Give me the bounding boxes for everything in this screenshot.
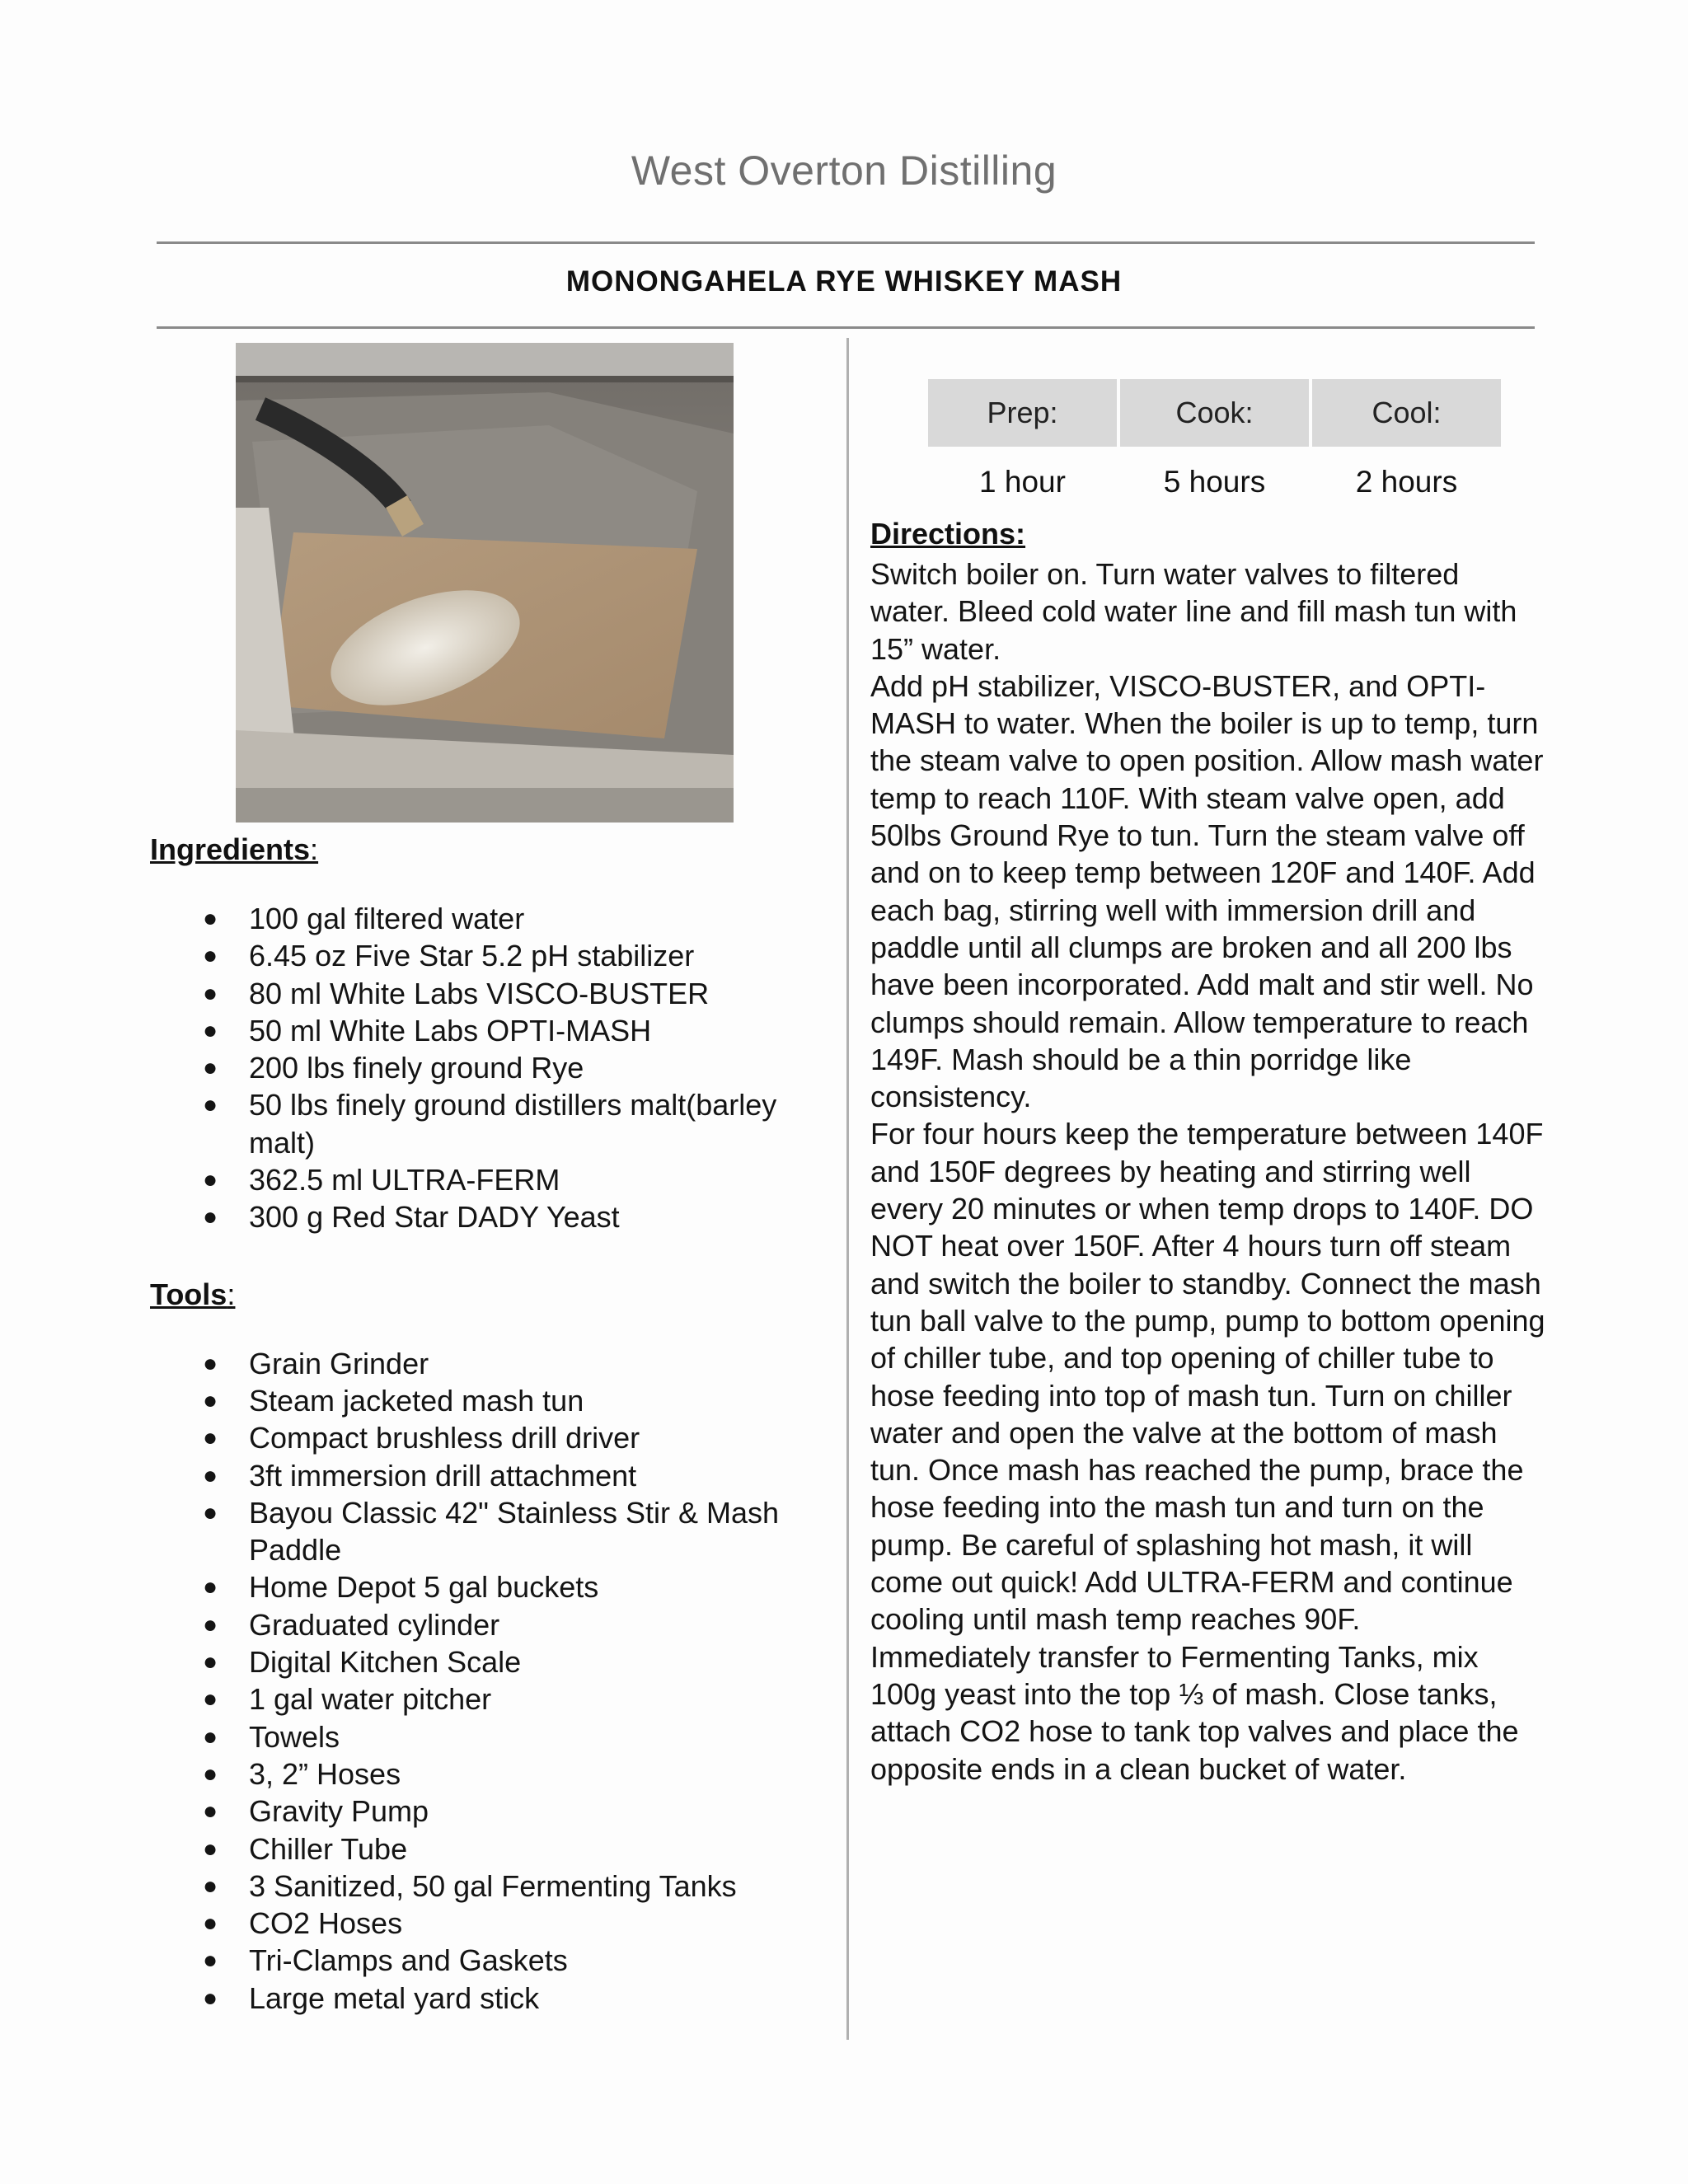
cook-value: 5 hours [1163, 465, 1266, 499]
tools-list-item [150, 1568, 834, 1605]
tools-item-text: Gravity Pump [249, 1794, 429, 1829]
bullet-icon: ● [203, 905, 218, 932]
bullet-icon: ● [203, 1203, 218, 1231]
bullet-icon: ● [203, 1835, 218, 1863]
bullet-icon: ● [203, 1947, 218, 1975]
tools-item-text: Compact brushless drill driver [249, 1421, 640, 1455]
tools-list-item [150, 1494, 834, 1569]
tools-item-text: Towels [249, 1719, 340, 1754]
ingredients-list-item [150, 1198, 834, 1235]
tools-item-text: 1 gal water pitcher [249, 1682, 492, 1717]
tools-list-item [150, 1606, 834, 1643]
ingredients-list-item [150, 900, 834, 937]
tools-item-text: Graduated cylinder [249, 1607, 500, 1642]
tools-list-item [150, 1980, 834, 2017]
tools-item-text: CO2 Hoses [249, 1906, 403, 1941]
ingredients-item-text: 80 ml White Labs VISCO-BUSTER [249, 976, 710, 1010]
ingredients-list [150, 900, 834, 1236]
tools-list-item [150, 1382, 834, 1419]
tools-list-item [150, 1643, 834, 1680]
ingredients-list-item [150, 937, 834, 974]
bullet-icon: ● [203, 979, 218, 1007]
tools-item-text: Digital Kitchen Scale [249, 1645, 522, 1680]
tools-list-item [150, 1457, 834, 1494]
directions-paragraph: Immediately transfer to Fermenting Tanks, mix 100g yeast into the top ⅓ of mash. Close tanks, attach CO2 hose to tank top valves and place the opposite ends in a clean bucket of water. [870, 1639, 1519, 1786]
ingredients-list-item [150, 1161, 834, 1198]
bullet-icon: ● [203, 942, 218, 970]
bullet-icon: ● [203, 1091, 218, 1119]
tools-list-item [150, 1345, 834, 1382]
bullet-icon: ● [203, 1349, 218, 1377]
tools-list-item [150, 1680, 834, 1718]
mash-tun-photo [236, 343, 734, 823]
bullet-icon: ● [203, 1498, 218, 1526]
bullet-icon: ● [203, 1760, 218, 1788]
tools-item-text: Large metal yard stick [249, 1980, 540, 2015]
right-column [870, 513, 1546, 1788]
tools-list-item [150, 1718, 834, 1755]
ingredients-item-text: 362.5 ml ULTRA-FERM [249, 1163, 560, 1197]
cook-header: Cook: [1120, 379, 1309, 447]
time-table [925, 379, 1504, 518]
bullet-icon: ● [203, 1461, 218, 1489]
directions-body [870, 555, 1546, 1788]
prep-header: Prep: [928, 379, 1117, 447]
tools-item-text: Home Depot 5 gal buckets [249, 1570, 599, 1605]
tools-item-text: Tri-Clamps and Gaskets [249, 1943, 568, 1978]
ingredients-list-item [150, 975, 834, 1012]
tools-list-item [150, 1868, 834, 1905]
tools-item-text: 3 Sanitized, 50 gal Fermenting Tanks [249, 1868, 737, 1903]
prep-value: 1 hour [979, 465, 1066, 499]
bullet-icon: ● [203, 1648, 218, 1676]
ingredients-list-item [150, 1049, 834, 1086]
left-column [150, 824, 834, 2017]
directions-paragraph: Add pH stabilizer, VISCO-BUSTER, and OPTI-MASH to water. When the boiler is up to temp, turn the steam valve to open position. Allow mash water temp to reach 110F. With steam valve open, add 50lbs Ground Rye to tun. Turn the steam valve off and on to keep temp between 120F and 140F. Add each bag, stirring well with immersion drill and paddle until all clumps are broken and all 200 lbs have been incorporated. Add malt and stir well. No clumps should remain. Allow temperature to reach 149F. Mash should be a thin porridge like consistency. [870, 668, 1544, 1114]
tools-item-text: Steam jacketed mash tun [249, 1383, 584, 1418]
tools-heading: Tools: [150, 1277, 236, 1311]
bullet-icon: ● [203, 1984, 218, 2012]
tools-item-text: Chiller Tube [249, 1831, 408, 1866]
bullet-icon: ● [203, 1610, 218, 1638]
ingredients-heading: Ingredients: [150, 832, 319, 866]
bullet-icon: ● [203, 1386, 218, 1414]
directions-paragraph: For four hours keep the temperature between 140F and 150F degrees by heating and stirring well every 20 minutes or when temp drops to 140F. DO NOT heat over 150F. After 4 hours turn off steam and switch the boiler to standby. Connect the mash tun ball valve to the pump, pump to bottom opening of chiller tube, and top opening of chiller tube to hose feeding into top of mash tun. Turn on chiller water and open the valve at the bottom of mash tun. Once mash has reached the pump, brace the hose feeding into the mash tun and turn on the pump. Be careful of splashing hot mash, it will come out quick! Add ULTRA-FERM and continue cooling until mash temp reaches 90F. [870, 1117, 1545, 1637]
tools-item-text: 3ft immersion drill attachment [249, 1458, 637, 1493]
directions-paragraph: Switch boiler on. Turn water valves to filtered water. Bleed cold water line and fill mash tun with 15” water. [870, 557, 1517, 666]
recipe-title: MONONGAHELA RYE WHISKEY MASH [565, 265, 1123, 298]
bullet-icon: ● [203, 1910, 218, 1938]
ingredients-item-text: 6.45 oz Five Star 5.2 pH stabilizer [249, 939, 695, 973]
top-divider [157, 241, 1535, 244]
ingredients-item-text: 200 lbs finely ground Rye [249, 1051, 584, 1085]
document-title: West Overton Distilling [631, 148, 1057, 194]
bullet-icon: ● [203, 1722, 218, 1750]
column-divider [846, 338, 849, 2040]
tools-list-item [150, 1419, 834, 1456]
bullet-icon: ● [203, 1054, 218, 1082]
bullet-icon: ● [203, 1016, 218, 1044]
tools-list-item [150, 1942, 834, 1979]
tools-list-item [150, 1830, 834, 1868]
bottom-divider [157, 326, 1535, 329]
tools-list-item [150, 1793, 834, 1830]
tools-list-item [150, 1905, 834, 1942]
ingredients-item-text: 100 gal filtered water [249, 902, 525, 935]
cool-value: 2 hours [1355, 465, 1458, 499]
tools-item-text: Grain Grinder [249, 1346, 429, 1380]
tools-item-text: Bayou Classic 42" Stainless Stir & Mash Paddle [249, 1495, 780, 1568]
ingredients-item-text: 50 ml White Labs OPTI-MASH [249, 1013, 652, 1047]
tools-list [150, 1345, 834, 2017]
bullet-icon: ● [203, 1872, 218, 1900]
ingredients-list-item [150, 1086, 834, 1161]
ingredients-list-item [150, 1012, 834, 1049]
bullet-icon: ● [203, 1797, 218, 1825]
bullet-icon: ● [203, 1685, 218, 1713]
bullet-icon: ● [203, 1573, 218, 1601]
bullet-icon: ● [203, 1166, 218, 1194]
ingredients-item-text: 300 g Red Star DADY Yeast [249, 1200, 620, 1235]
cool-header: Cool: [1312, 379, 1501, 447]
directions-heading: Directions: [870, 517, 1026, 551]
ingredients-item-text: 50 lbs finely ground distillers malt(barley malt) [249, 1088, 777, 1160]
bullet-icon: ● [203, 1424, 218, 1452]
tools-list-item [150, 1755, 834, 1793]
tools-item-text: 3, 2” Hoses [249, 1756, 401, 1791]
